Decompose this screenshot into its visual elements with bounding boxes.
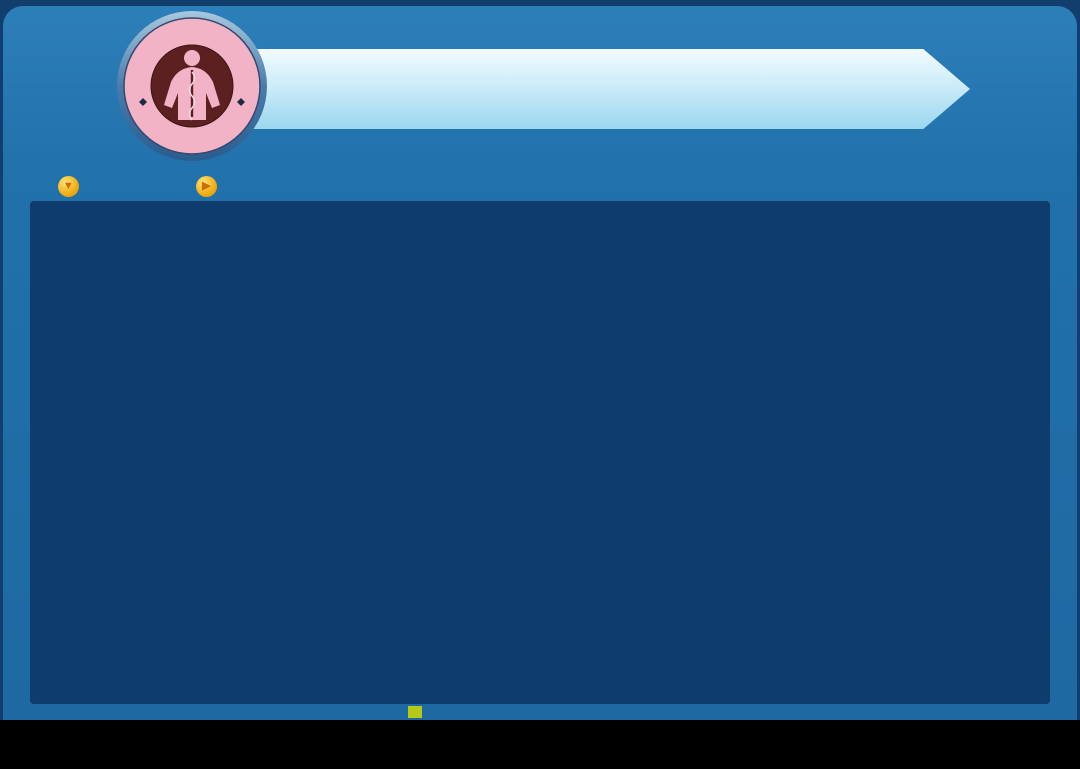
kelompok-usia-column-label	[188, 173, 217, 199]
papdi-logo	[116, 10, 268, 162]
legend	[408, 706, 430, 718]
age-group-header-row	[392, 172, 1035, 200]
arrow-down-icon: ▼	[58, 176, 79, 197]
title-banner	[252, 49, 970, 129]
legend-green-swatch	[408, 706, 422, 718]
vaksin-column-label	[50, 173, 79, 199]
bottom-news-bar	[0, 720, 1080, 769]
table-background	[30, 201, 1050, 704]
papdi-logo-emblem	[116, 10, 268, 162]
arrow-right-icon: ▶	[196, 176, 217, 197]
